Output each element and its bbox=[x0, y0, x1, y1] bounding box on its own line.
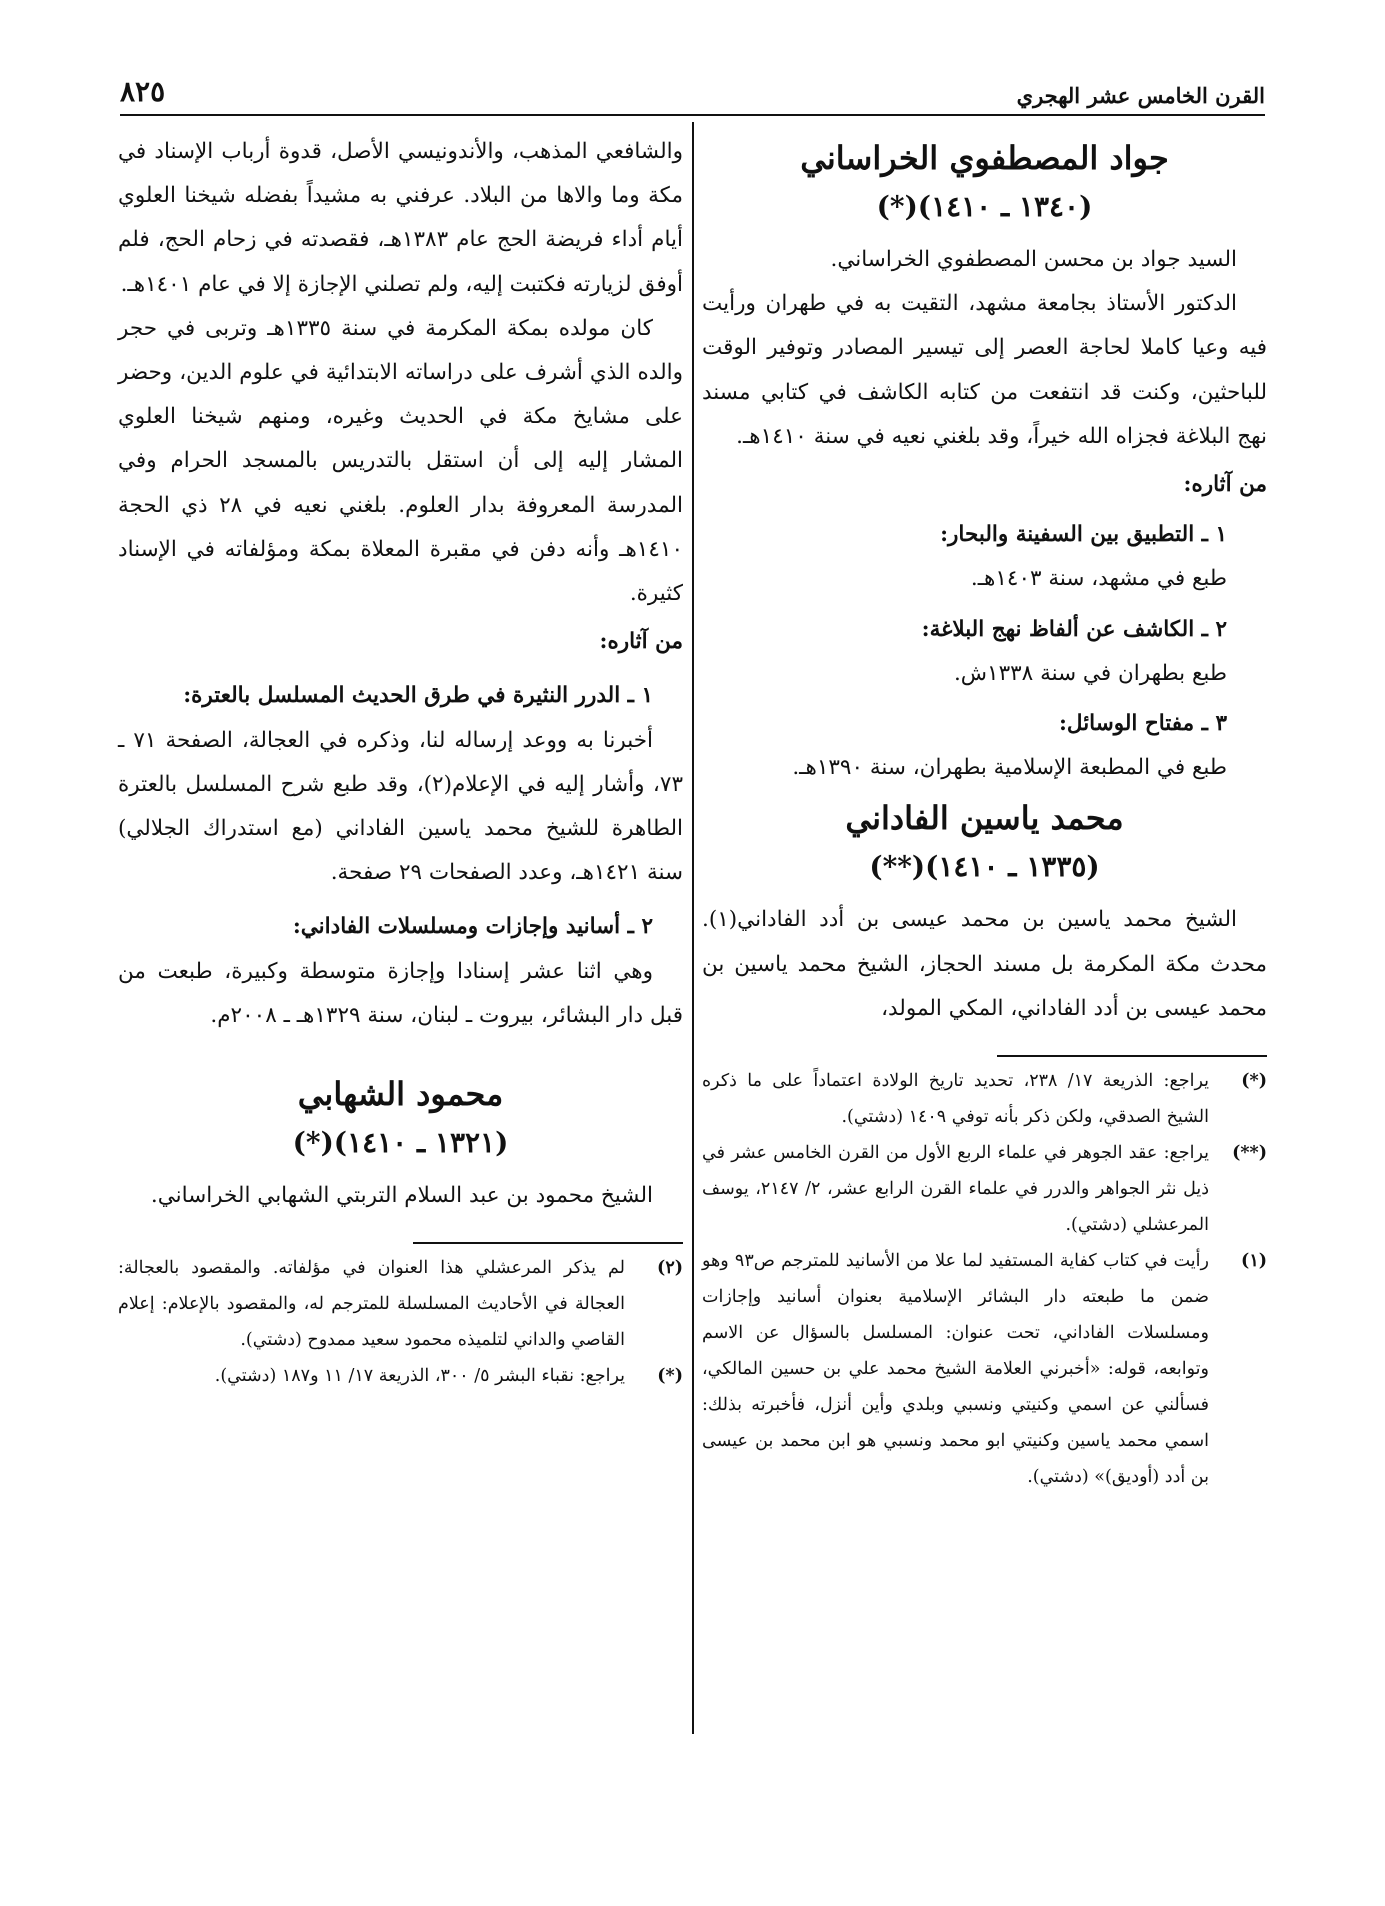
work-note: وهي اثنا عشر إسنادا وإجازة متوسطة وكبيرة، طبعت من قبل دار البشائر، بيروت ـ لبنان، سنة ١٣٢٩هـ ـ ٢٠٠٨م. bbox=[118, 958, 683, 1028]
footnote-text: يراجع: عقد الجوهر في علماء الربع الأول من القرن الخامس عشر في ذيل نثر الجواهر والدرر في علماء القرن الرابع عشر، ٢/ ٢١٤٧، يوسف المرعشلي (دشتي). bbox=[702, 1143, 1209, 1236]
entry-title: محمود الشهابي bbox=[297, 1075, 504, 1114]
page-header bbox=[120, 62, 1265, 116]
left-column bbox=[118, 130, 683, 1394]
work-note: طبع في مشهد، سنة ١٤٠٣هـ. bbox=[970, 566, 1227, 592]
footnote-text: يراجع: الذريعة ١٧/ ٢٣٨، تحديد تاريخ الولادة اعتماداً على ما ذكره الشيخ الصدقي، ولكن ذكر بأنه توفي ١٤٠٩ (دشتي). bbox=[702, 1071, 1209, 1128]
entry-paragraph: كان مولده بمكة المكرمة في سنة ١٣٣٥هـ وتربى في حجر والده الذي أشرف على دراساته الابتدائية في علوم الدين، وحضر على مشايخ مكة في الحديث وغيره، ومنهم شيخنا العلوي المشار إليه إلى أن استقل بالتدريس بالمسجد الحرام وفي المدرسة المعروفة بدار العلوم. بلغني نعيه في ٢٨ ذي الحجة ١٤١٠هـ وأنه دفن في مقبرة المعلاة بمكة ومؤلفاته في الإسناد كثيرة. bbox=[118, 315, 683, 607]
spacer bbox=[118, 1038, 683, 1066]
entry-paragraph: الشيخ محمود بن عبد السلام التربتي الشهابي الخراساني. bbox=[150, 1183, 653, 1209]
footnotes bbox=[118, 1250, 683, 1394]
work-title: ٢ ـ أسانيد وإجازات ومسلسلات الفاداني: bbox=[292, 914, 653, 940]
footnote-mark: (٢) bbox=[657, 1258, 683, 1279]
footnote-mark: (١) bbox=[1241, 1251, 1267, 1272]
footnotes bbox=[702, 1063, 1267, 1495]
work-note: طبع في المطبعة الإسلامية بطهران، سنة ١٣٩٠هـ. bbox=[792, 755, 1227, 781]
entry-title: جواد المصطفوي الخراساني bbox=[800, 139, 1169, 177]
running-title: القرن الخامس عشر الهجري bbox=[1016, 83, 1265, 108]
footnote bbox=[702, 1243, 1267, 1495]
work-note: طبع بطهران في سنة ١٣٣٨ش. bbox=[953, 660, 1227, 686]
column-divider bbox=[692, 122, 694, 1734]
work-title: ٣ ـ مفتاح الوسائل: bbox=[1058, 711, 1227, 737]
entry-paragraph: الشيخ محمد ياسين بن محمد عيسى بن أدد الفاداني(١). محدث مكة المكرمة بل مسند الحجاز، الشيخ محمد ياسين بن محمد عيسى بن أدد الفاداني، المكي المولد، bbox=[702, 907, 1267, 1021]
entry-dates: (١٣٢١ ـ ١٤١٠)(*) bbox=[292, 1126, 509, 1160]
footnote-mark: (*) bbox=[1241, 1071, 1267, 1092]
entry-paragraph: السيد جواد بن محسن المصطفوي الخراساني. bbox=[830, 247, 1237, 272]
footnote bbox=[118, 1358, 683, 1394]
footnote-rule bbox=[997, 1055, 1267, 1057]
works-heading: من آثاره: bbox=[599, 629, 683, 655]
work-note: أخبرنا به ووعد إرساله لنا، وذكره في العجالة، الصفحة ٧١ ـ ٧٣، وأشار إليه في الإعلام(٢)، وقد طبع شرح المسلسل بالعترة الطاهرة للشيخ محمد ياسين الفاداني (مع استدراك الجلالي) سنة ١٤٢١هـ، وعدد الصفحات ٢٩ صفحة. bbox=[118, 727, 683, 886]
entry-dates: (١٣٣٥ ـ ١٤١٠)(**) bbox=[869, 850, 1100, 884]
footnote bbox=[118, 1250, 683, 1358]
entry-dates: (١٣٤٠ ـ ١٤١٠)(*) bbox=[876, 190, 1093, 223]
page-number: ٨٢٥ bbox=[120, 75, 166, 108]
entry-paragraph: والشافعي المذهب، والأندونيسي الأصل، قدوة أرباب الإسناد في مكة وما والاها من البلاد. عرفني به مشيداً بفضله شيخنا العلوي أيام أداء فريضة الحج عام ١٣٨٣هـ، فقصدته في زحام الحج، فلم أوفق لزيارته فكتبت إليه، ولم تصلني الإجازة إلا في عام ١٤٠١هـ. bbox=[118, 139, 683, 297]
footnote-text: لم يذكر المرعشلي هذا العنوان في مؤلفاته. والمقصود بالعجالة: العجالة في الأحاديث المسلسلة للمترجم له، والمقصود بالإعلام: إعلام القاصي والداني لتلميذه محمود سعيد ممدوح (دشتي). bbox=[118, 1258, 625, 1351]
works-heading: من آثاره: bbox=[1183, 472, 1267, 498]
footnote bbox=[702, 1135, 1267, 1243]
footnote-mark: (**) bbox=[1232, 1143, 1267, 1164]
right-column bbox=[702, 130, 1267, 1495]
footnote-rule bbox=[413, 1242, 683, 1244]
work-title: ٢ ـ الكاشف عن ألفاظ نهج البلاغة: bbox=[921, 616, 1227, 642]
entry-paragraph: الدكتور الأستاذ بجامعة مشهد، التقيت به في طهران ورأيت فيه وعيا كاملا لحاجة العصر إلى تيسير المصادر وتوفير الوقت للباحثين، وكنت قد انتفعت من كتابه الكاشف في كتابي مسند نهج البلاغة فجزاه الله خيراً، وقد بلغني نعيه في سنة ١٤١٠هـ. bbox=[702, 291, 1267, 449]
footnote bbox=[702, 1063, 1267, 1135]
footnote-text: رأيت في كتاب كفاية المستفيد لما علا من الأسانيد للمترجم ص٩٣ وهو ضمن ما طبعته دار البشائر الإسلامية بعنوان أسانيد وإجازات ومسلسلات الفاداني، تحت عنوان: المسلسل بالسؤال عن الاسم وتوابعه، قوله: «أخبرني العلامة الشيخ محمد علي بن حسين المالكي، فسألني عن اسمي وكنيتي ونسبي وبلدي وأين أنزل، فأخبرته بذلك: اسمي محمد ياسين وكنيتي ابو محمد ونسبي هو ابن محمد بن عيسى بن أدد (أوديق)» (دشتي). bbox=[702, 1251, 1209, 1488]
footnote-text: يراجع: نقباء البشر ٥/ ٣٠٠، الذريعة ١٧/ ١١ و١٨٧ (دشتي). bbox=[214, 1366, 625, 1387]
work-title: ١ ـ الدرر النثيرة في طرق الحديث المسلسل بالعترة: bbox=[183, 683, 653, 709]
footnote-mark: (*) bbox=[657, 1366, 683, 1387]
entry-title: محمد ياسين الفاداني bbox=[845, 799, 1124, 838]
work-title: ١ ـ التطبيق بين السفينة والبحار: bbox=[940, 522, 1227, 548]
